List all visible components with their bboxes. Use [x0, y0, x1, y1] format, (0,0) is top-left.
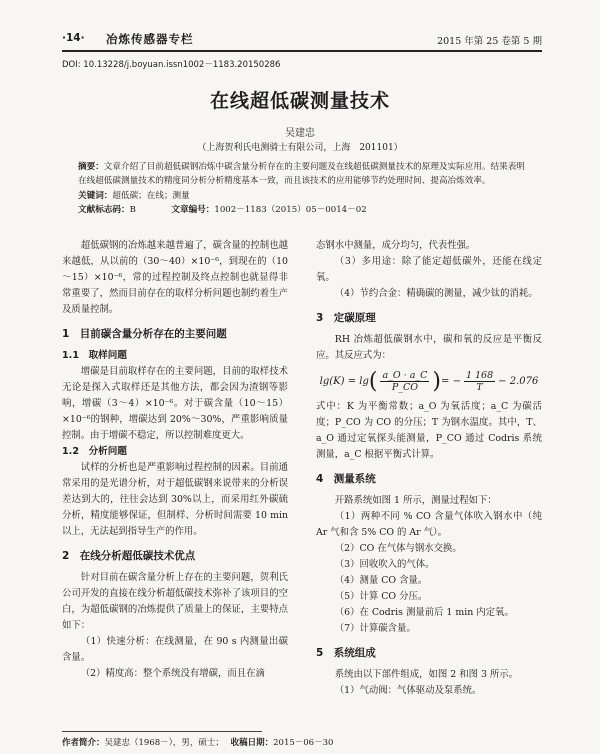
running-header: [62, 30, 542, 48]
keywords: [78, 189, 526, 203]
section-3-text-2: 式中：K 为平衡常数；a_O 为氧活度；a_C 为碳活度；P_CO 为 CO 的分压；T 为钢水温度。其中，T、a_O 通过定氧探头能测量，P_CO 通过 Codris 系统测量，a_C 根据平衡式计算。: [316, 401, 542, 460]
list-item: （2）CO 在气体与钢水交换。: [334, 543, 462, 554]
list-item: （5）计算 CO 分压。: [334, 591, 428, 602]
keywords-label: 关键词：: [78, 191, 113, 201]
author-bio: 吴建忠（1968－），男，硕士；: [104, 738, 224, 748]
right-column: [316, 238, 542, 699]
article-title: 在线超低碳测量技术: [209, 90, 390, 112]
list-item: （4）测量 CO 含量。: [334, 575, 428, 586]
abstract-label: 摘要：: [78, 162, 104, 172]
issue-info: 2015 年第 25 卷第 5 期: [437, 36, 542, 47]
header-rule: [62, 50, 542, 52]
class-code: B: [129, 205, 136, 215]
section-2-heading: 2 在线分析超低碳技术优点: [62, 550, 196, 562]
equation-constant: − 2.076: [498, 375, 539, 387]
abstract: [78, 160, 526, 188]
list-item: （3）回收吹入的气体。: [334, 559, 435, 570]
list-item: （1）两种不同 % CO 含量气体吹入钢水中（纯 Ar 气和含 5% CO 的 Ar 气）。: [316, 511, 542, 538]
author-name: 吴建忠: [285, 128, 315, 139]
doi: DOI: 10.13228/j.boyuan.issn1002－1183.20150286: [62, 60, 281, 70]
article-id: 1002－1183（2015）05－0014－02: [214, 205, 367, 215]
equation-numerator: a_O · a_C: [382, 370, 428, 381]
section-5-heading: 5 系统组成: [316, 647, 376, 659]
continued-text: 态钢水中测量，成分均匀，代表性强。: [316, 240, 476, 251]
left-column: [62, 238, 288, 682]
section-5-text: 系统由以下部件组成，如图 2 和图 3 所示。: [334, 669, 519, 680]
section-2-item-1: （1）快速分析：在线测量，在 90 s 内测量出碳含量。: [62, 636, 288, 663]
section-5-item-1: （1）气动阀：气体驱动及泵系统。: [334, 685, 482, 696]
page-number: ·14·: [62, 32, 85, 44]
equation-right-denominator: T: [476, 382, 483, 393]
received-label: 收稿日期：: [230, 738, 274, 748]
section-1-2-text: 试样的分析也是严重影响过程控制的因素。目前通常采用的是光谱分析，对于超低碳钢来说带来的分析误差达到大的，往往会达到 30%以上，而采用红外碳硫分析，精度能够保证，但制样、分析时间需要 10 min 以上，无法起到指导生产的作用。: [62, 462, 288, 537]
article-id-label: 文章编号：: [171, 205, 215, 215]
journal-column-title: 冶炼传感器专栏: [106, 32, 194, 46]
equation-right-numerator: 1 168: [465, 370, 494, 381]
received-date: 2015－06－30: [273, 738, 334, 748]
footnote-rule: [62, 731, 262, 732]
classification: [78, 203, 526, 217]
section-2-item-3: （3）多用途：除了能定超低碳外，还能在线定氧。: [316, 256, 542, 283]
keywords-text: 超低碳；在线；测量: [112, 191, 190, 201]
section-2-text: 针对目前在碳含量分析上存在的主要问题，贺利氏公司开发的直接在线分析超低碳技术弥补了该项目的空白，为超低碳钢的冶炼提供了质量上的保证，主要特点如下：: [62, 572, 288, 631]
abstract-text: 文章介绍了目前超低碳钢冶炼中碳含量分析存在的主要问题及在线超低碳测量技术的原理及实际应用。结果表明在线超低碳测量技术的精度同分析分析精度基本一致，而且该技术的应用能够节约处理时间、提高冶炼效率。: [78, 162, 525, 186]
section-1-1-heading: 1.1 取样问题: [62, 350, 127, 361]
equation-equals: = −: [441, 375, 461, 387]
equation-close-paren: ): [432, 368, 442, 394]
section-2-item-4: （4）节约合金：精确碳的测量，减少钛的消耗。: [334, 288, 538, 299]
section-3-heading: 3 定碳原理: [316, 312, 376, 324]
section-1-heading: 1 目前碳含量分析存在的主要问题: [62, 328, 227, 340]
equation-open-paren: (: [368, 368, 378, 394]
section-1-2-heading: 1.2 分析问题: [62, 446, 127, 457]
list-item: （6）在 Codris 测量前后 1 min 内定氧。: [334, 607, 514, 618]
equation-temperature-fraction: [464, 370, 495, 393]
equation-activity-fraction: [380, 370, 429, 393]
section-1-1-text: 增碳是目前取样存在的主要问题，目前的取样技术无论是探入式取样还是其他方法，都会因为渣钢等影响，增碳（3～4）×10⁻⁶。对于碳含量（10～15）×10⁻⁶的钢种，增碳达到 20%～30%，严重影响质量控制。由于增碳不稳定，所以控制难度更大。: [62, 366, 288, 441]
section-2-item-2: （2）精度高：整个系统没有增碳，而且在滴: [80, 668, 265, 679]
footnote: [62, 736, 337, 748]
author-bio-label: 作者简介：: [62, 738, 105, 748]
class-label: 文献标志码：: [78, 205, 130, 215]
equation-denominator: P_CO: [391, 382, 419, 393]
list-item: （7）计算碳含量。: [334, 623, 416, 634]
section-4-heading: 4 测量系统: [316, 473, 376, 485]
section-4-intro: 开路系统如图 1 所示，测量过程如下：: [334, 495, 497, 506]
intro-paragraph: 超低碳钢的冶炼越来越普遍了，碳含量的控制也越来越低，从以前的（30～40）×10⁻⁶，到现在的（10～15）×10⁻⁶，常的过程控制及终点控制也就显得非常重要了，然而目前存在的取样分析问题也制约着生产及质量控制。: [62, 240, 288, 315]
equilibrium-equation: [316, 370, 542, 393]
section-3-text: RH 冶炼超低碳钢水中，碳和氧的反应是平衡反应。其反应式为：: [316, 334, 542, 361]
equation-lhs: lg(K) = lg: [319, 375, 369, 387]
author-affiliation: （上海贺利氏电测骑士有限公司，上海 201101）: [197, 143, 403, 153]
